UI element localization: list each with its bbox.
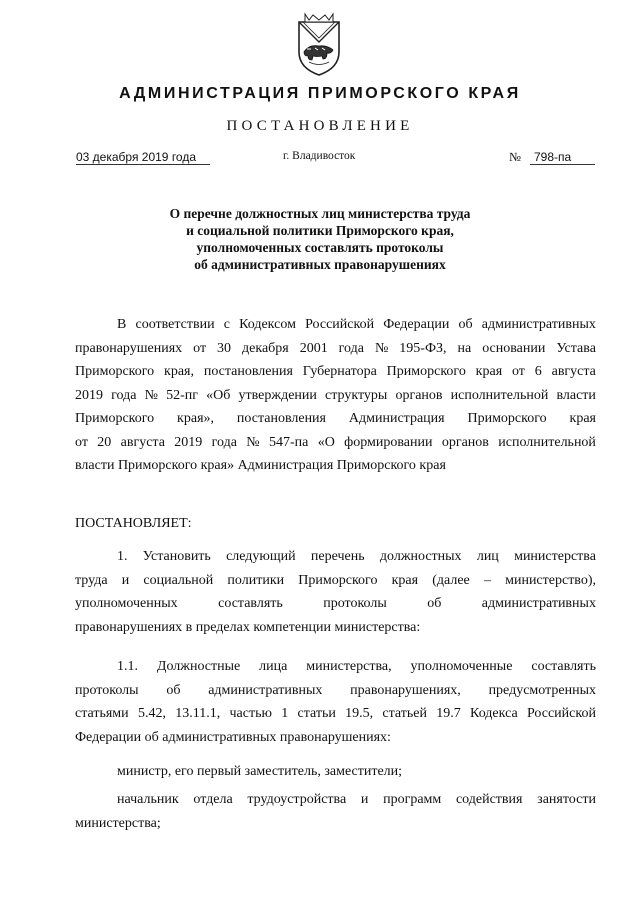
list-item-line: министр, его первый заместитель, заместители;: [117, 764, 403, 779]
resolves-heading: ПОСТАНОВЛЯЕТ:: [75, 516, 192, 531]
preamble-line: 2019 года № 52-пг «Об утверждении структуры органов исполнительной власти: [75, 387, 596, 403]
title-line: О перечне должностных лиц министерства труда: [169, 206, 471, 221]
preamble-line: Приморского края, постановления Губернатора Приморского края от 6 августа: [75, 364, 596, 379]
list-item-department-head: [75, 788, 596, 835]
item-1-paragraph: [75, 545, 596, 639]
organization-name: АДМИНИСТРАЦИЯ ПРИМОРСКОГО КРАЯ: [119, 85, 521, 102]
item-1-line: уполномоченных составлять протоколы об административных: [75, 596, 596, 611]
item-1-1-paragraph: [75, 655, 596, 749]
document-title: [0, 205, 640, 273]
title-line: и социальной политики Приморского края,: [186, 223, 454, 238]
list-item-minister: [75, 760, 596, 784]
list-item-line: министерства;: [75, 815, 161, 831]
document-number: 798-па: [530, 150, 595, 165]
number-sign: №: [509, 150, 521, 164]
coat-of-arms-emblem: [291, 12, 347, 78]
preamble-line: Приморского края», постановления Администрация Приморского края: [75, 411, 596, 426]
title-line: уполномоченных составлять протоколы: [196, 240, 444, 255]
document-type: ПОСТАНОВЛЕНИЕ: [226, 118, 414, 134]
title-line: об административных правонарушениях: [194, 257, 446, 272]
item-1-1-line: протоколы об административных правонарушениях, предусмотренных: [75, 682, 596, 698]
item-1-1-line: 1.1. Должностные лица министерства, уполномоченные составлять: [117, 659, 596, 674]
item-1-line: 1. Установить следующий перечень должностных лиц министерства: [117, 549, 596, 564]
item-1-1-line: статьями 5.42, 13.11.1, частью 1 статьи 19.5, статьей 19.7 Кодекса Российской: [75, 706, 596, 721]
item-1-1-line: Федерации об административных правонарушениях:: [75, 729, 391, 745]
list-item-line: начальник отдела трудоустройства и программ содействия занятости: [117, 792, 596, 807]
item-1-line: труда и социальной политики Приморского края (далее – министерство),: [75, 572, 596, 588]
preamble-line: правонарушениях от 30 декабря 2001 года № 195-ФЗ, на основании Устава: [75, 340, 596, 356]
preamble-line: В соответствии с Кодексом Российской Федерации об административных: [117, 317, 596, 332]
document-date: 03 декабря 2019 года: [76, 150, 210, 165]
item-1-line: правонарушениях в пределах компетенции министерства:: [75, 619, 421, 635]
preamble-paragraph: [75, 313, 596, 478]
preamble-line: от 20 августа 2019 года № 547-па «О формировании органов исполнительной: [75, 434, 596, 450]
preamble-line: власти Приморского края» Администрация Приморского края: [75, 458, 446, 473]
document-city: г. Владивосток: [283, 150, 356, 162]
